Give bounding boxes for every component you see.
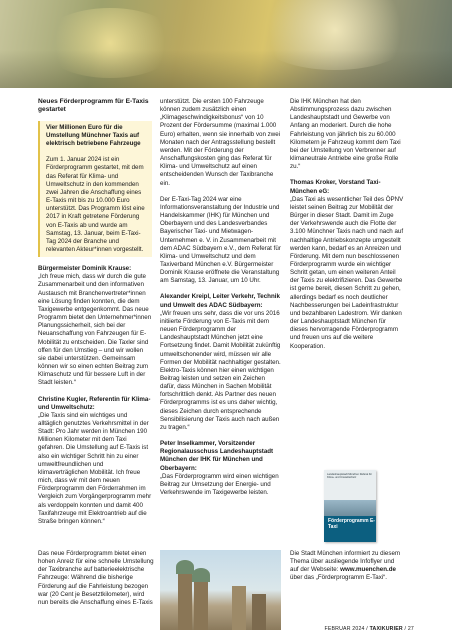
info-text: Die Stadt München informiert zu diesem Thema über ausliegende Infoflyer und auf der Webseite:: [290, 550, 401, 574]
footer-magazine: TAXIKURIER: [369, 626, 403, 632]
box-body: Zum 1. Januar 2024 ist ein Förderprogramm gestartet, mit dem das Referat für Klima- und Umweltschutz in den kommenden zwei Jahren die Anschaffung eines E-Taxis mit bis zu 10.000 Euro unterstützt. Das Programm löst eine 2017 in Kraft getretene Förderung von E-Taxis ab und wurde am Samstag, 13. Januar, beim E-Taxi-Tag 2024 der Branche und relevanten Akteur*innen vorgestellt.: [46, 156, 145, 253]
info-tail: über das „Förderprogramm E-Taxi“.: [290, 574, 387, 582]
munich-photo: [160, 550, 281, 630]
quote-krause-head: Bürgermeister Dominik Krause:: [38, 265, 132, 273]
article-title: Neues Förderprogramm für E-Taxis gestartet: [38, 98, 149, 114]
quote-kreipl-body: „Wir freuen uns sehr, dass die vor uns 2016 initiierte Förderung von E-Taxis mit dem neuen Förderprogramm der Landeshauptstadt München jetzt eine Fortsetzung findet. Damit Mobilität zukünftig umweltschonender wird, müssen wir alle Formen der Mobilität nachhaltiger gestalten. Elektro-Taxis können hier einen wichtigen Beitrag leisten und setzen ein Zeichen dafür, dass München in Sachen Mobilität fortschrittlich denkt. Als Partner des neuen Förderprogramms ist es uns daher wichtig, dieses Zeichen durch entsprechende Sensibilisierung der Taxis auch nach außen zu tragen.“: [160, 309, 281, 431]
paragraph-bonus: unterstützt. Die ersten 100 Fahrzeuge können zudem zusätzlich einen „Klimageschwindigkeitsbonus“ von 10 Prozent der Fördersumme (maximal 1.000 Euro) erhalten, wenn sie innerhalb von zwei Monaten nach der Antragsstellung bestellt werden. Mit der Förderung der Anschaffungskosten ging das Referat für Klima- und Umweltschutz auf einen entscheidenden Wunsch der Taxibranche ein.: [160, 98, 281, 187]
info-box: [290, 550, 404, 583]
paragraph-ihk: Die IHK München hat den Abstimmungsprozess dazu zwischen Landeshauptstadt und Gewerbe von Anfang an moderiert. Durch die hohe Fahrleistung von jährlich bis zu 60.000 Kilometern je Fahrzeug kommt dem Taxi bei der Umstellung von Verbrenner auf klimaneutrale Antriebe eine große Rolle zu.“: [290, 98, 401, 171]
quote-kreipl: [160, 293, 281, 432]
highlight-box: [38, 121, 152, 257]
quote-kroker-head: Thomas Kroker, Vorstand Taxi-München eG:: [290, 179, 381, 195]
flyer-image: [324, 470, 376, 542]
quote-inselkammer-head: Peter Inselkammer, Vorsitzender Regionalausschuss Landeshauptstadt München der IHK für München und Oberbayern:: [160, 440, 274, 472]
paragraph-bottom-left: Das neue Förderprogramm bietet einen hohen Anreiz für eine schnelle Umstellung der Taxibranche auf batterieelektrische Fahrzeuge: Während die bisherige Förderung auf die Fahrleistung bezogen war (20 Cent je Besetztkilometer), wird nun bereits die Anschaffung eines E-Taxis: [38, 550, 154, 606]
column-left: [38, 98, 152, 534]
quote-kugler-head: Christine Kugler, Referentin für Klima- und Umweltschutz:: [38, 395, 151, 411]
quote-inselkammer: [160, 440, 281, 497]
column-right: [290, 98, 404, 359]
footer-date: FEBRUAR 2024 /: [324, 626, 368, 632]
quote-krause-body: „Ich freue mich, dass wir durch die gute Zusammenarbeit und den informativen Austausch mit Branchenvertreter*innen eine Lösung finden konnten, die dem Taxigewerbe entgegenkommt. Das neue Programm bietet den Unternehmer*innen Planungssicherheit, sich bei der Neuanschaffung von Fahrzeugen für E-Mobilität zu entscheiden. Die Taxler sind offen für den Umstieg – und wir wollen sie dabei unterstützen. Gemeinsam können wir so einen echten Beitrag zum Klimaschutz und für bessere Luft in der Stadt leisten.“: [38, 273, 152, 387]
quote-kroker-body: „Das Taxi als wesentlicher Teil des ÖPNV leistet seinen Beitrag zur Mobilität der Bürger in dieser Stadt. Damit im Zuge der Verkehrswende auch die Flotte der 3.100 Münchner Taxis nach und nach auf nachhaltige Antriebskonzepte umgestellt werden kann, bedarf es an Anreizen und Förderung. Mit dem nun beschlossenen Förderprogramm wurde ein wichtiger Schritt getan, um einen weiteren Anteil der Taxis zu elektrifizieren. Das Gewerbe ist gerne bereit, diesen Schritt zu gehen, allerdings bedarf es noch deutlicher Nachbesserungen bei Ladeinfrastruktur und bezahlbaren Ladestrom. Wir danken der Landeshauptstadt München für dieses hervorragende Förderprogramm und freuen uns auf die weitere Kooperation.: [290, 195, 404, 350]
flyer-header: Landeshauptstadt München Referat für Klima- und Umweltschutz: [324, 470, 376, 500]
quote-kugler-body: „Die Taxis sind ein wichtiges und alltäglich genutztes Verkehrsmittel in der Stadt: Pro Jahr werden in München 190 Millionen Kilometer mit dem Taxi gefahren. Die Umstellung auf E-Taxis ist also ein wichtiger Schritt hin zu einer umweltfreundlichen und klimaverträglichen Mobilität. Ich freue mich, dass wir mit dem neuen Förderprogramm den Förderrahmen im Vergleich zum Vorgängerprogramm mehr als verdoppeln konnten und damit 400 Taxifahrzeuge mit Elektroantrieb auf die Straße bringen können.“: [38, 411, 152, 525]
header-photo: [0, 0, 452, 88]
column-middle: [160, 98, 281, 505]
page-footer: [324, 626, 414, 632]
quote-kugler: [38, 396, 152, 527]
quote-kroker: [290, 179, 404, 350]
paragraph-event: Der E-Taxi-Tag 2024 war eine Informationsveranstaltung der Industrie und Handelskammer (IHK) für München und Oberbayern und des Landesverbandes Bayerischer Taxi- und Mietwagen-Unternehmen e. V. in Zusammenarbeit mit dem ADAC Südbayern e.V., dem Referat für Klima- und Umweltschutz und dem Taxiverband München e.V. Bürgermeister Dominik Krause eröffnete die Veranstaltung am Samstag, 13. Januar, um 10 Uhr.: [160, 195, 281, 285]
footer-page: / 27: [404, 626, 414, 632]
flyer-city-photo: [324, 500, 376, 516]
quote-krause: [38, 265, 152, 387]
flyer-title: Förderprogramm E-Taxi: [328, 518, 375, 530]
info-link[interactable]: www.muenchen.de: [340, 566, 396, 574]
box-headline: Vier Millionen Euro für die Umstellung Münchner Taxis auf elektrisch betriebene Fahrzeuge: [46, 123, 141, 148]
quote-inselkammer-body: „Das Förderprogramm wird einen wichtigen Beitrag zur Umsetzung der Energie- und Verkehrswende im Taxigewerbe leisten.: [160, 472, 279, 497]
quote-kreipl-head: Alexander Kreipl, Leiter Verkehr, Technik und Umwelt des ADAC Südbayern:: [160, 293, 280, 309]
